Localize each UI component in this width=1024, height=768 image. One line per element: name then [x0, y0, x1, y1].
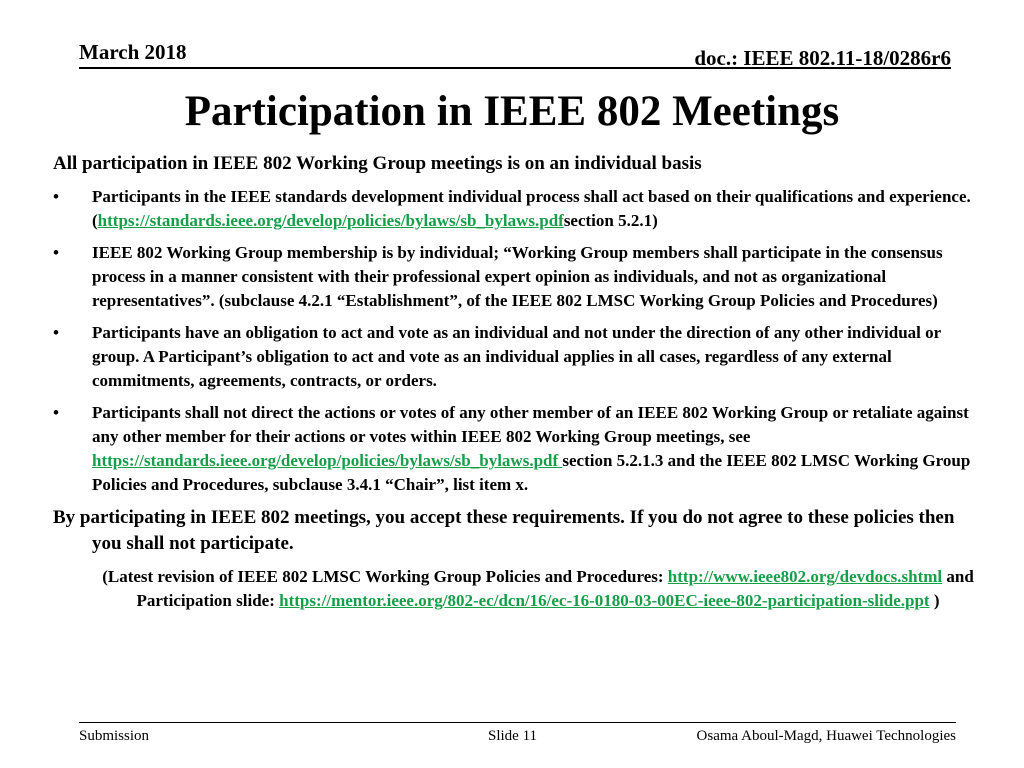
bullet-marker: • — [53, 323, 59, 342]
bullet-text: Participants have an obligation to act and vote as an individual and not under the direction of any other individual or group. A Participant’s obligation to act and vote as an individual applies in all cases, regardless of any external commitments, agreements, contracts, or orders. — [92, 323, 941, 390]
bullet-text: section 5.2.1.3 and the IEEE 802 LMSC Working Group Policies and Procedures, subclause 3.4.1 “Chair”, list item x. — [92, 451, 971, 494]
bullet-membership — [53, 241, 983, 313]
bullet-text: Participants in the IEEE standards development individual process shall act based on their qualifications and experience. ( — [92, 187, 971, 230]
acceptance-statement: By participating in IEEE 802 meetings, you accept these requirements. If you do not agree to these policies then you shall not participate. — [53, 507, 955, 554]
note-text: ) — [929, 591, 940, 610]
bylaws-link[interactable]: https://standards.ieee.org/develop/policies/bylaws/sb_bylaws.pdf — [97, 211, 564, 230]
bullet-qualifications — [53, 185, 983, 233]
slide-body — [53, 151, 983, 613]
note-text: and Participation slide: — [136, 567, 974, 610]
footer-author: Osama Aboul-Magd, Huawei Technologies — [696, 728, 956, 744]
bullet-no-retaliation — [53, 401, 983, 497]
participation-slide-link[interactable]: https://mentor.ieee.org/802-ec/dcn/16/ec-16-0180-03-00EC-ieee-802-participation-slide.ppt — [279, 591, 930, 610]
slide-title: Participation in IEEE 802 Meetings — [184, 88, 840, 135]
bullet-text: section 5.2.1) — [563, 211, 658, 230]
bullet-list — [53, 185, 983, 497]
revision-note — [93, 565, 983, 613]
footer-slide-number: Slide 11 — [488, 728, 538, 744]
bullet-obligation — [53, 321, 983, 393]
header-doc-id: doc.: IEEE 802.11-18/0286r6 — [694, 46, 951, 70]
footer-submission: Submission — [79, 728, 150, 744]
bullet-marker: • — [53, 187, 59, 206]
bullet-marker: • — [53, 403, 59, 422]
devdocs-link[interactable]: http://www.ieee802.org/devdocs.shtml — [667, 567, 943, 586]
header-date: March 2018 — [79, 40, 187, 64]
bullet-marker: • — [53, 243, 59, 262]
header-divider — [79, 67, 951, 69]
lead-statement: All participation in IEEE 802 Working Group meetings is on an individual basis — [53, 153, 702, 174]
note-text: (Latest revision of IEEE 802 LMSC Working Group Policies and Procedures: — [102, 567, 668, 586]
bullet-text: IEEE 802 Working Group membership is by individual; “Working Group members shall participate in the consensus process in a manner consistent with their professional expert opinion as individuals, and not as organizational representatives”. (subclause 4.2.1 “Establishment”, of the IEEE 802 LMSC Working Group Policies and Procedures) — [92, 243, 943, 310]
footer-divider — [79, 722, 956, 723]
bullet-text: Participants shall not direct the actions or votes of any other member of an IEEE 802 Working Group or retaliate against any other member for their actions or votes within IEEE 802 Working Group meetings, see — [92, 403, 969, 446]
bylaws-link[interactable]: https://standards.ieee.org/develop/policies/bylaws/sb_bylaws.pdf — [92, 451, 563, 470]
